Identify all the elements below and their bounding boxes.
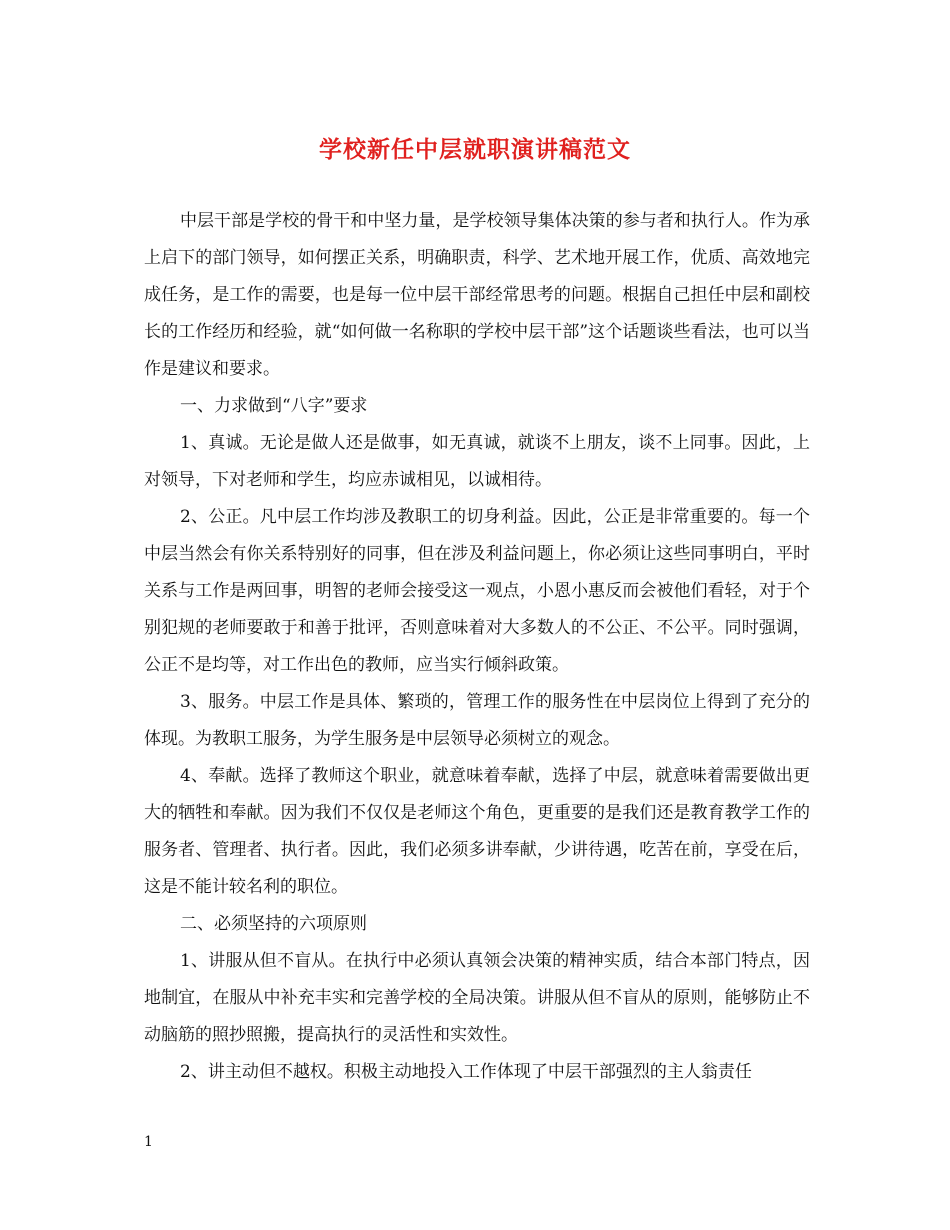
section-heading-2: 二、必须坚持的六项原则 [180,914,367,934]
paragraph-dedication: 4、奉献。选择了教师这个职业，就意味着奉献，选择了中层，就意味着需要做出更大的牺牲和奉献。因为我们不仅仅是老师这个角色，更重要的是我们还是教育教学工作的服务者、管理者、执行者。因此，我们必须多讲奉献，少讲待遇，吃苦在前，享受在后，这是不能计较名利的职位。 [144,766,810,897]
paragraph-initiative: 2、讲主动但不越权。积极主动地投入工作体现了中层干部强烈的主人翁责任 [180,1062,752,1082]
paragraph-obedience: 1、讲服从但不盲从。在执行中必须认真领会决策的精神实质，结合本部门特点，因地制宜，在服从中补充丰实和完善学校的全局决策。讲服从但不盲从的原则，能够防止不动脑筋的照抄照搬，提高执行的灵活性和实效性。 [144,951,810,1045]
page-number: 1 [144,1134,153,1150]
paragraph-service: 3、服务。中层工作是具体、繁琐的，管理工作的服务性在中层岗位上得到了充分的体现。为教职工服务，为学生服务是中层领导必须树立的观念。 [144,692,810,749]
page-title: 学校新任中层就职演讲稿范文 [319,136,631,163]
paragraph-sincerity: 1、真诚。无论是做人还是做事，如无真诚，就谈不上朋友，谈不上同事。因此，上对领导，下对老师和学生，均应赤诚相见，以诚相待。 [144,433,810,490]
paragraph-fairness: 2、公正。凡中层工作均涉及教职工的切身利益。因此，公正是非常重要的。每一个中层当然会有你关系特别好的同事，但在涉及利益问题上，你必须让这些同事明白，平时关系与工作是两回事，明智的老师会接受这一观点，小恩小惠反而会被他们看轻，对于个别犯规的老师要敢于和善于批评，否则意味着对大多数人的不公正、不公平。同时强调，公正不是均等，对工作出色的教师，应当实行倾斜政策。 [144,507,810,675]
document-body [144,203,810,1091]
section-heading-1: 一、力求做到“八字”要求 [180,396,368,416]
paragraph-intro: 中层干部是学校的骨干和中坚力量，是学校领导集体决策的参与者和执行人。作为承上启下的部门领导，如何摆正关系，明确职责，科学、艺术地开展工作，优质、高效地完成任务，是工作的需要，也是每一位中层干部经常思考的问题。根据自己担任中层和副校长的工作经历和经验，就“如何做一名称职的学校中层干部”这个话题谈些看法，也可以当作是建议和要求。 [144,211,810,379]
